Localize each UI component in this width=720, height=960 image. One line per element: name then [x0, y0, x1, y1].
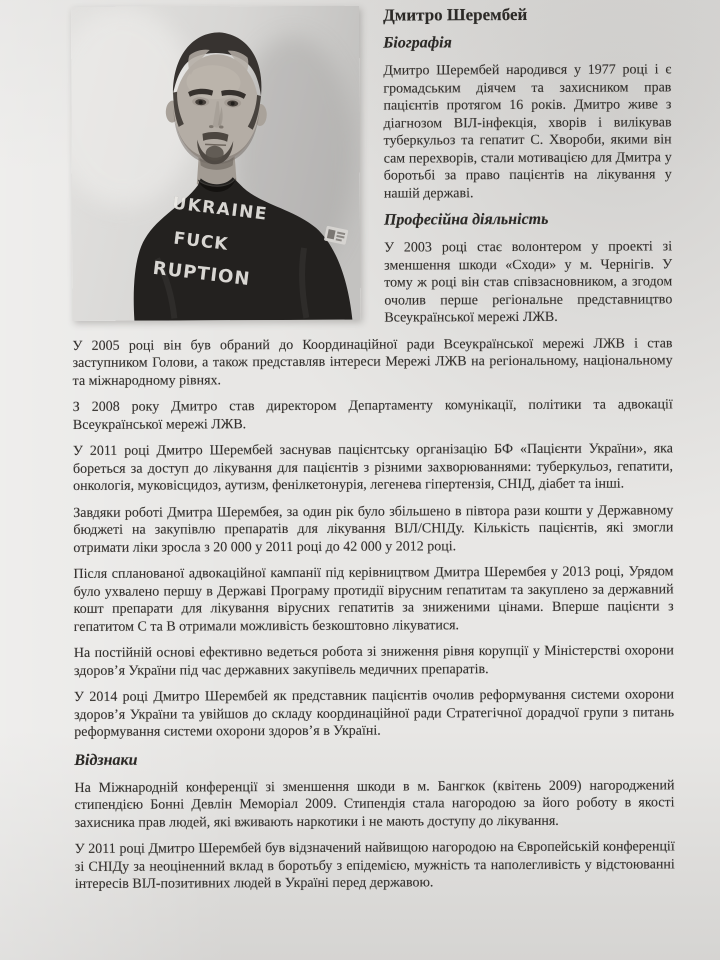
- paragraph: На постійній основі ефективно ведеться робота зі зниження рівня корупції у Міністерстві охорони здоров’я України під час державних закупівель медичних препаратів.: [73, 643, 674, 679]
- person-name-title: Дмитро Шерембей: [383, 4, 528, 25]
- paragraph: У 2011 році Дмитро Шерембей заснував пацієнтську організацію БФ «Пацієнти України», яка бореться за доступ до лікування для пацієнтів з різними захворюваннями: туберкульоз, гепатити, онкологія, муковісцидоз, аутизм, фенілкетонурія, легенева гіпертензія, СНІД, діабет та інші.: [72, 441, 674, 494]
- portrait-photo: [71, 6, 360, 321]
- section-heading: Біографія: [383, 34, 452, 52]
- paragraph: Після спланованої адвокаційної кампанії під керівництвом Дмитра Шерембея у 2013 році, Урядом було ухвалено першу в Державі Програму протидії вірусним гепатитам та закуплено за державний кошт препарати для лікування вірусних гепатитів за зниженими цінами. Вперше пацієнти з гепатитом С та В отримали можливість безкоштовно лікуватися.: [73, 564, 674, 635]
- paragraph: З 2008 року Дмитро став директором Департаменту комунікації, політики та адвокації Всеукраїнської мережі ЛЖВ.: [72, 397, 673, 433]
- tshirt-text-line3: RUPTION: [151, 257, 252, 291]
- mouth: [205, 144, 226, 145]
- section-heading: Професійна діяльність: [383, 210, 549, 229]
- paragraph: Завдяки роботі Дмитра Шерембея, за один рік було збільшено в півтора рази кошти у Державному бюджеті на закупівлю препаратів для лікування ВІЛ/СНІДу. Кількість пацієнтів, які змогли отримати ліки зросла з 20 000 у 2011 році до 42 000 у 2012 році.: [73, 502, 674, 556]
- paragraph: У 2003 році стає волонтером у проекті зі зменшення шкоди «Сходи» у м. Чернігів. У тому ж році він став співзасновником, а згодом очолив перше регіональне представництво Всеукраїнської мережі ЛЖВ.: [384, 239, 673, 326]
- section-heading: Відзнаки: [74, 751, 138, 769]
- paragraph: У 2005 році він був обраний до Координаційної ради Всеукраїнської мережі ЛЖВ і став заступником Голови, а також представляв інтереси Мережі ЛЖВ на регіональному, національному та міжнародному рівнях.: [72, 335, 673, 389]
- portrait-photo-art: [71, 6, 360, 321]
- paragraph: Дмитро Шерембей народився у 1977 році і є громадським діячем та захисником прав пацієнтів протягом 16 років. Дмитро живе з діагнозом ВІЛ-інфекція, хворів і вилікував туберкульоз та гепатит С. Хвороби, якими він сам перехворів, стали мотивацією для Дмитра у боротьбі за право пацієнтів на лікування у нашій державі.: [383, 62, 672, 202]
- tshirt-text-line2: FUCK: [172, 228, 230, 255]
- paragraph: У 2011 році Дмитро Шерембей був відзначений найвищою нагородою на Європейській конференції зі СНІДу за неоціненний вклад в боротьбу з епідемією, мужність та наполегливість у відстоюванні інтересів ВІЛ-позитивних людей в Україні перед державою.: [74, 839, 675, 892]
- tshirt-text-line1: UKRAINE: [171, 193, 269, 225]
- paragraph: У 2014 році Дмитро Шерембей як представник пацієнтів очолив реформування системи охорони здоров’я України та увійшов до складу координаційної ради Стратегічної дорадчої групи з питань реформування системи охорони здоров’я в Україні.: [74, 687, 675, 740]
- paragraph: На Міжнародній конференції зі зменшення шкоди в м. Бангкок (квітень 2009) нагороджений стипендією Бонні Девлін Меморіал 2009. Стипендія стала нагородою за його роботу в якості захисника прав людей, які вживають наркотики і не мають доступу до лікування.: [74, 777, 675, 831]
